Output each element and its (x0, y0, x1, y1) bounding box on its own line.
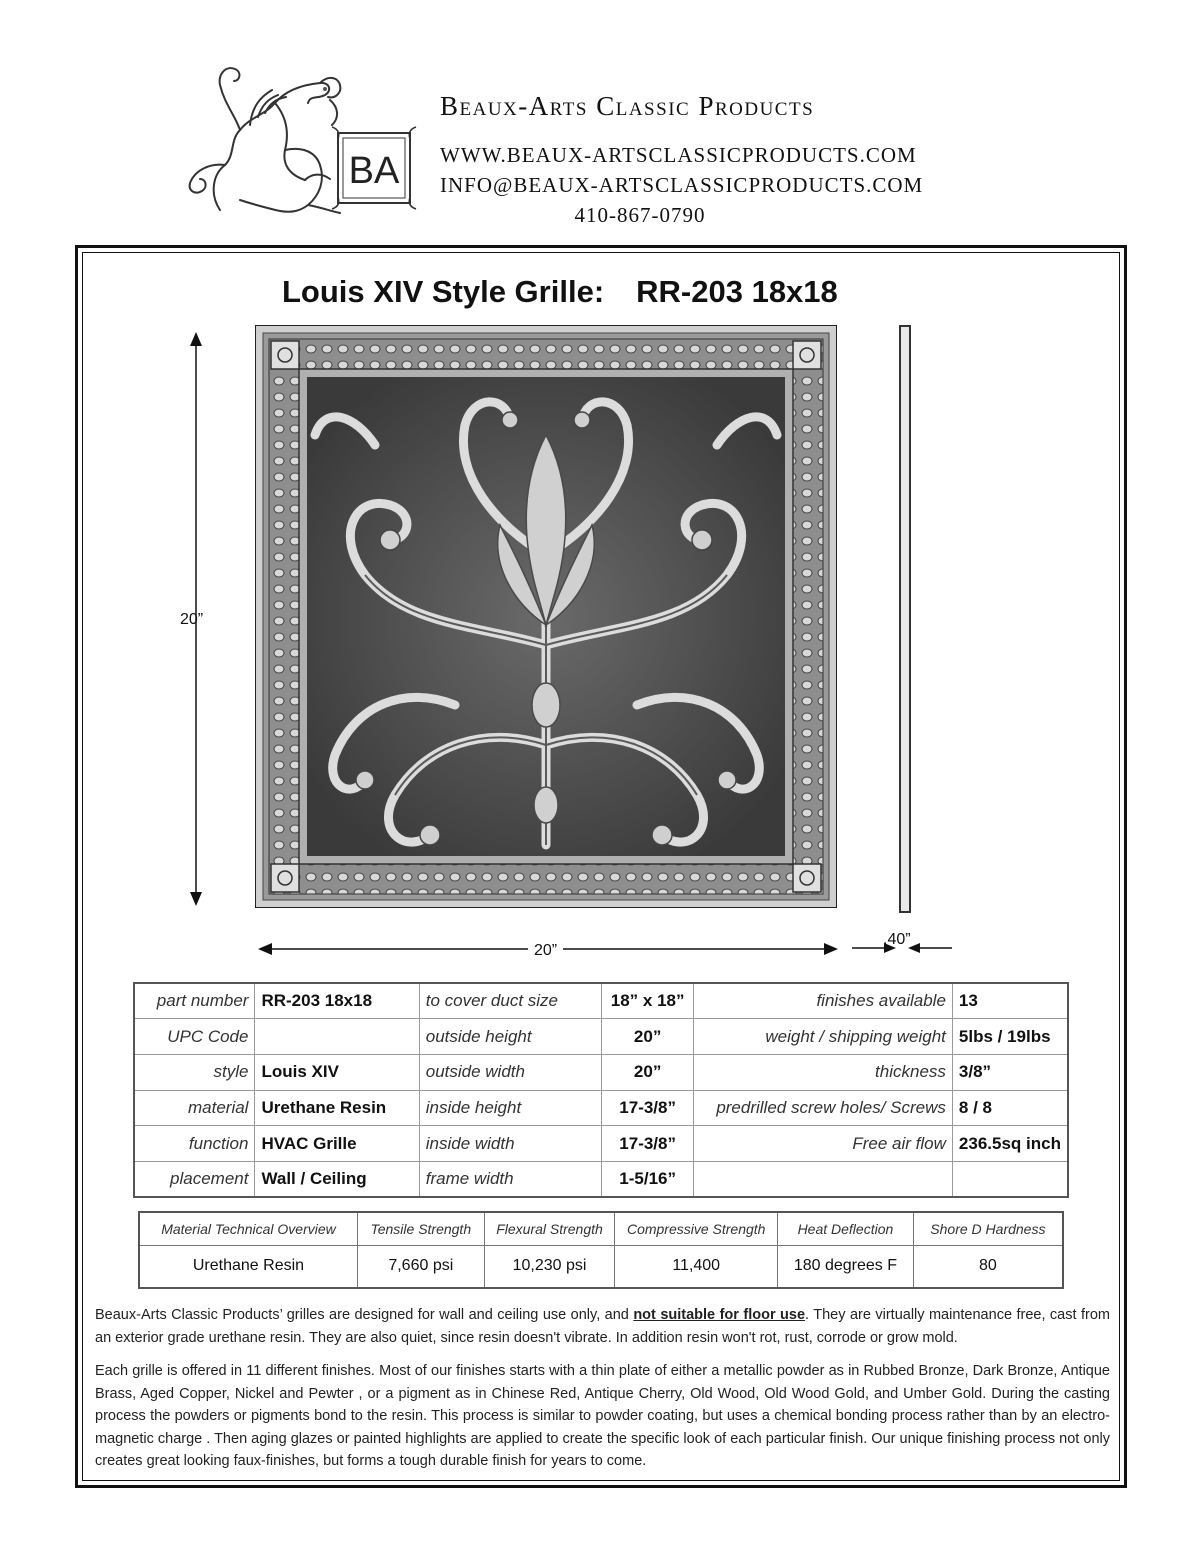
grille-image (255, 325, 837, 908)
spec-label: Free air flow (693, 1126, 952, 1162)
spec-value: 18” x 18” (602, 983, 694, 1019)
finishes-paragraph: Each grille is offered in 11 different finishes. Most of our finishes starts with a thin plate of either a metallic powder as in Rubbed Bronze, Dark Bronze, Antique Brass, Aged Copper, Nickel and Pewter , or a pigment as in Chinese Red, Antique Cherry, Old Wood, Old Wood Gold, and Umber Gold. During the casting process the powders or pigments bond to the resin. This process is similar to powder coating, but uses a chemical bonding process rather than by an electro-magnetic charge . Then aging glazes or painted highlights are applied to create the specific look of each particular finish. Our unique finishing process not only creates great looking faux-finishes, but forms a tough durable finish for years to come. (95, 1363, 1110, 1469)
column-header: Shore D Hardness (913, 1212, 1063, 1245)
spec-value: Wall / Ceiling (255, 1161, 419, 1197)
spec-value: RR-203 18x18 (255, 983, 419, 1019)
table-row (134, 1054, 1068, 1090)
table-header-row (139, 1212, 1063, 1245)
spec-table (133, 982, 1069, 1198)
spec-value: Louis XIV (255, 1054, 419, 1090)
table-cell: 7,660 psi (357, 1245, 484, 1288)
table-row (134, 1161, 1068, 1197)
company-phone: 410-867-0790 (574, 203, 706, 227)
table-row (139, 1245, 1063, 1288)
spec-value: 17-3/8” (602, 1090, 694, 1126)
spec-label: outside height (419, 1019, 602, 1055)
page-title (282, 272, 838, 312)
thickness-dimension-label: .40” (883, 931, 911, 948)
table-cell: 180 degrees F (778, 1245, 914, 1288)
company-name: Beaux-Arts Classic Products (440, 91, 815, 121)
logo-initials: BA (348, 150, 400, 192)
spec-value (255, 1019, 419, 1055)
paragraph-text: Beaux-Arts Classic Products’ grilles are designed for wall and ceiling use only, and (95, 1307, 634, 1323)
company-logo (180, 55, 425, 225)
company-info (440, 88, 985, 230)
company-website[interactable]: WWW.BEAUX-ARTSCLASSICPRODUCTS.COM (440, 143, 917, 167)
spec-value: 13 (952, 983, 1068, 1019)
spec-label: outside width (419, 1054, 602, 1090)
title-style: Louis XIV Style Grille: (282, 274, 605, 309)
table-row (134, 1090, 1068, 1126)
spec-value: 3/8” (952, 1054, 1068, 1090)
column-header: Compressive Strength (615, 1212, 778, 1245)
spec-label: inside height (419, 1090, 602, 1126)
spec-value: HVAC Grille (255, 1126, 419, 1162)
column-header: Heat Deflection (778, 1212, 914, 1245)
spec-label: UPC Code (134, 1019, 255, 1055)
column-header: Flexural Strength (484, 1212, 615, 1245)
paragraph-text: . They are virtually maintenance free, cast from an exterior grade urethane resin. They are also quiet, since resin doesn't vibrate. In addition resin won't rot, rust, corrode or grow mold. (95, 1307, 1110, 1346)
material-table (138, 1211, 1064, 1289)
spec-label: weight / shipping weight (693, 1019, 952, 1055)
table-cell: 11,400 (615, 1245, 778, 1288)
usage-paragraph (95, 1304, 1110, 1349)
table-row (134, 1019, 1068, 1055)
spec-value: 20” (602, 1019, 694, 1055)
height-dimension-label: 20” (180, 611, 204, 628)
spec-value: 8 / 8 (952, 1090, 1068, 1126)
table-row (134, 983, 1068, 1019)
table-cell: Urethane Resin (139, 1245, 357, 1288)
table-cell: 10,230 psi (484, 1245, 615, 1288)
spec-value: 236.5sq inch (952, 1126, 1068, 1162)
spec-label: part number (134, 983, 255, 1019)
spec-value: 5lbs / 19lbs (952, 1019, 1068, 1055)
spec-label: placement (134, 1161, 255, 1197)
spec-label: frame width (419, 1161, 602, 1197)
spec-value: 17-3/8” (602, 1126, 694, 1162)
spec-value (952, 1161, 1068, 1197)
spec-value: Urethane Resin (255, 1090, 419, 1126)
spec-label (693, 1161, 952, 1197)
spec-label: style (134, 1054, 255, 1090)
spec-label: predrilled screw holes/ Screws (693, 1090, 952, 1126)
spec-label: material (134, 1090, 255, 1126)
title-model: RR-203 18x18 (636, 274, 838, 309)
spec-label: inside width (419, 1126, 602, 1162)
spec-label: to cover duct size (419, 983, 602, 1019)
column-header: Material Technical Overview (139, 1212, 357, 1245)
spec-label: thickness (693, 1054, 952, 1090)
table-row (134, 1126, 1068, 1162)
floor-warning: not suitable for floor use (633, 1307, 806, 1323)
spec-label: finishes available (693, 983, 952, 1019)
spec-label: function (134, 1126, 255, 1162)
griffin-logo-icon (180, 55, 425, 225)
width-dimension-label: 20” (528, 940, 563, 962)
spec-value: 20” (602, 1054, 694, 1090)
spec-value: 1-5/16” (602, 1161, 694, 1197)
table-cell: 80 (913, 1245, 1063, 1288)
grille-side-profile (899, 325, 911, 913)
company-email[interactable]: INFO@BEAUX-ARTSCLASSICPRODUCTS.COM (440, 173, 924, 197)
column-header: Tensile Strength (357, 1212, 484, 1245)
